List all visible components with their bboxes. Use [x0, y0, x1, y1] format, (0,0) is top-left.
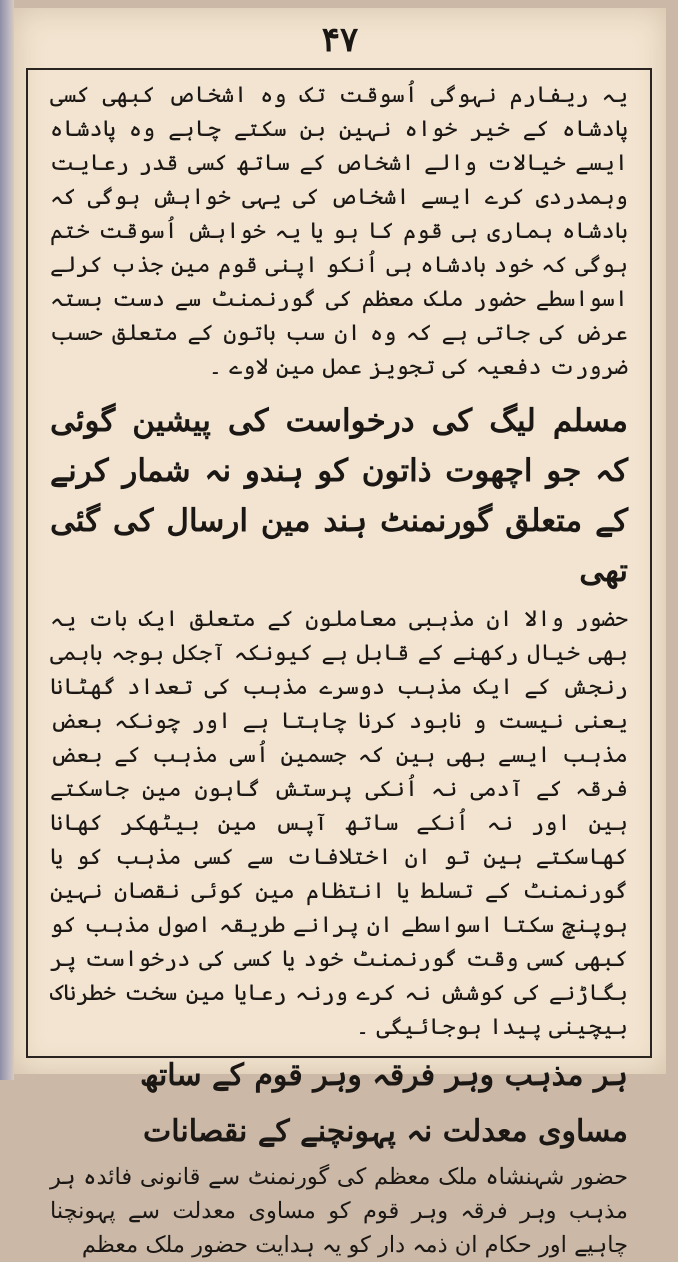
book-spine-edge — [0, 0, 14, 1080]
paragraph-religious-matters: حضور والا ان مذہبی معاملون کے متعلق ایک بات یہ بھی خیال رکھنے کے قابل ہے کیونکہ آجکل بوجہ باہمی رنجش کے ایک مذہب دوسرے مذہب کی تعداد گھٹانا یعنی نیست و نابود کرنا چاہتا ہے اور چونکہ بعض مذہب ایسے بھی ہین کہ جسمین اُسی مذہب کے بعض فرقہ کے آدمی نہ اُنکی پرستش گاہون مین جاسکتے ہین اور نہ اُنکے ساتھ آپس مین بیٹھکر کھانا کھاسکتے ہین تو ان اختلافات سے کسی مذہب کو یا گورنمنٹ کے تسلط یا انتظام مین کوئی نقصان نہین ہوپنچ سکتا اسواسطے ان پرانے طریقہ اصول مذہب کو کبھی کسی وقت گورنمنٹ خود یا کسی کی درخواست پر بگاڑنے کی کوشش نہ کرے ورنہ رعایا مین سخت خطرناک بیچینی پیدا ہوجائیگی ۔ — [50, 606, 628, 1040]
paragraph-reform: یہ ریفارم نہوگی اُسوقت تک وہ اشخاص کبھی کسی پادشاہ کے خیر خواہ نہین بن سکتے چاہے وہ پادشاہ ایسے خیالات والے اشخاص کے ساتھ کسی قدر رعایت وہمدردی کرے ایسے اشخاص کی یہی خواہش ہوگی کہ بادشاہ ہماری ہی قوم کا ہو یا یہ خواہش اُسوقت ختم ہوگی کہ خود بادشاہ ہی اُنکو اپنی قوم مین جذب کرلے اسواسطے حضور ملک معظم کی گورنمنٹ سے دست بستہ عرض کی جاتی ہے کہ وہ ان سب باتون کے متعلق حسب ضرورت دفعیہ کی تجویز عمل مین لاوے ۔ — [50, 82, 628, 380]
book-page — [14, 8, 666, 1258]
text-frame — [26, 68, 652, 1258]
page-number: ۴۷ — [321, 20, 359, 60]
page-content — [50, 78, 628, 1258]
heading-equal-justice-losses: ہر مذہب وہر فرقہ وہر قوم کے ساتھ مساوی معدلت نہ پہونچنے کے نقصانات — [140, 1058, 628, 1149]
paragraph-legal-benefit: حضور شہنشاہ ملک معظم کی گورنمنٹ سے قانونی فائدہ ہر مذہب وہر فرقہ وہر قوم کو مساوی معدلت سے پہونچنا چاہیے اور حکام ان ذمہ دار کو یہ ہدایت حضور ملک معظم — [50, 1164, 628, 1258]
heading-muslim-league-petition: مسلم لیگ کی درخواست کی پیشین گوئی کہ جو اچھوت ذاتون کو ہندو نہ شمار کرنے کے متعلق گورنمنٹ ہند مین ارسال کی گئی تھی — [50, 403, 628, 589]
